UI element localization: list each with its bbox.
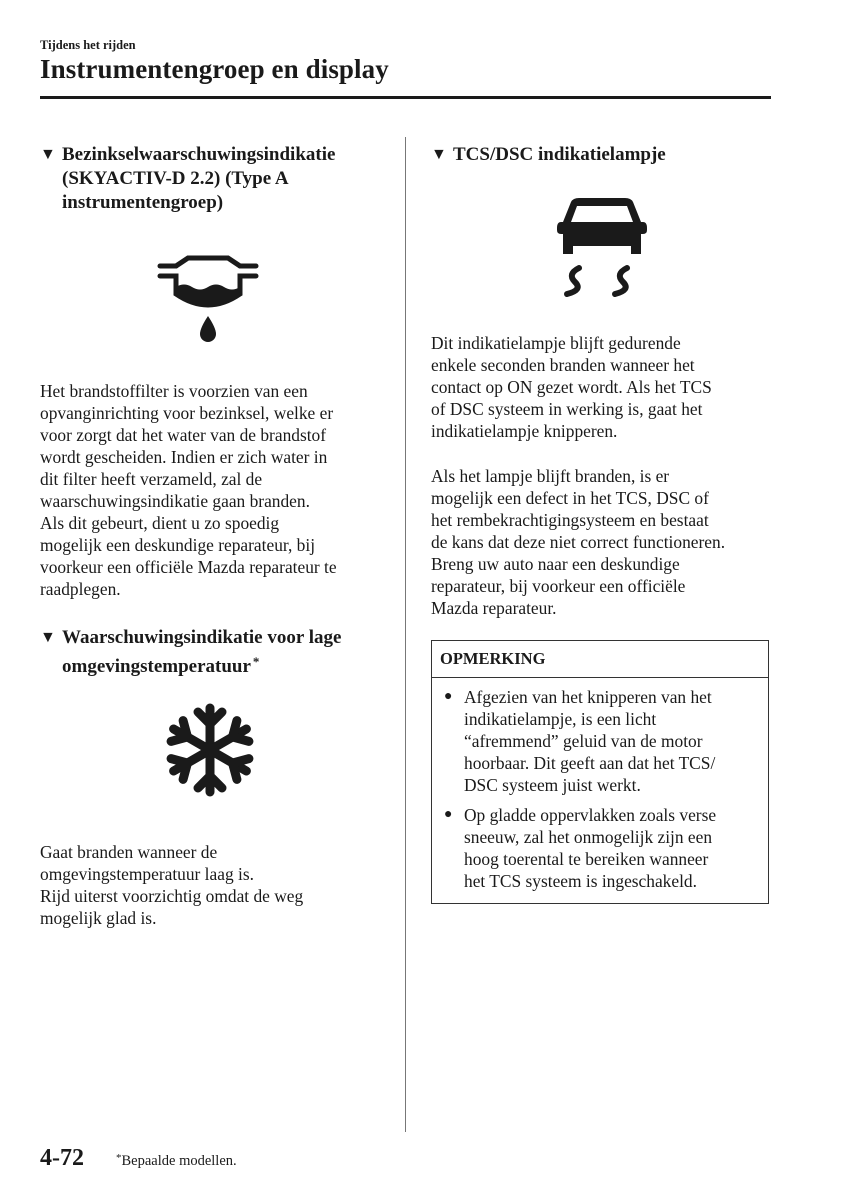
note-item-text: Op gladde oppervlakken zoals verse sneeuw, zal het onmogelijk zijn een hoog toerental te bereiken wanneer het TCS systeem is ingeschakeld.: [464, 805, 717, 891]
triangle-marker-icon: ▼: [431, 146, 447, 163]
tcs-para-2: Als het lampje blijft branden, is er mogelijk een defect in het TCS, DSC of het rembekrachtigingsysteem en bestaat de kans dat deze niet correct functioneren. Breng uw auto naar een deskundige reparateur, bij voorkeur een officiële Mazda reparateur.: [431, 466, 726, 618]
footnote: [116, 1152, 237, 1170]
lowtemp-heading: [40, 626, 385, 679]
note-title: OPMERKING: [432, 641, 768, 678]
bullet-icon: ●: [444, 807, 453, 822]
lowtemp-heading-text: Waarschuwingsindikatie voor lage omgevingstemperatuur: [62, 627, 342, 677]
footnote-mark: *: [252, 654, 260, 669]
footnote-text: Bepaalde modellen.: [121, 1153, 237, 1169]
page-number: 4-72: [40, 1145, 84, 1171]
section-label: Tijdens het rijden: [40, 38, 136, 52]
tcs-heading: [431, 143, 771, 167]
sediment-heading-text: Bezinkselwaarschuwingsindikatie (SKYACTIV-D 2.2) (Type A instrumentengroep): [62, 144, 336, 213]
note-item: [444, 686, 758, 796]
note-list: [432, 678, 768, 892]
snowflake-icon: [160, 702, 260, 798]
sediment-heading: [40, 143, 380, 215]
fuel-filter-water-warning-icon: [156, 254, 260, 346]
skidding-car-icon: [557, 194, 647, 300]
lowtemp-body: Gaat branden wanneer de omgevingstemperatuur laag is. Rijd uiterst voorzichtig omdat de weg mogelijk glad is.: [40, 842, 304, 928]
note-item-text: Afgezien van het knipperen van het indikatielampje, is een licht “afremmend” geluid van de motor hoorbaar. Dit geeft aan dat het TCS/ DSC systeem juist werkt.: [464, 687, 716, 795]
triangle-marker-icon: ▼: [40, 146, 56, 163]
triangle-marker-icon: ▼: [40, 629, 56, 646]
footnote-mark: *: [116, 1152, 122, 1164]
note-box: [431, 640, 769, 904]
bullet-icon: ●: [444, 689, 453, 704]
tcs-para-1: Dit indikatielampje blijft gedurende enkele seconden branden wanneer het contact op ON gezet wordt. Als het TCS of DSC systeem in werking is, gaat het indikatielampje knipperen.: [431, 333, 712, 441]
note-item: [444, 804, 758, 892]
tcs-heading-text: TCS/DSC indikatielampje: [453, 144, 666, 165]
title-divider: [40, 96, 771, 99]
page-title: Instrumentengroep en display: [40, 54, 389, 84]
sediment-body: Het brandstoffilter is voorzien van een opvanginrichting voor bezinksel, welke er voor zorgt dat het water van de brandstof wordt gescheiden. Indien er zich water in dit filter heeft verzameld, zal de waarschuwingsindikatie gaan branden. Als dit gebeurt, dient u zo spoedig mogelijk een deskundige reparateur, bij voorkeur een officiële Mazda reparateur te raadplegen.: [40, 381, 337, 599]
column-divider: [405, 137, 406, 1132]
